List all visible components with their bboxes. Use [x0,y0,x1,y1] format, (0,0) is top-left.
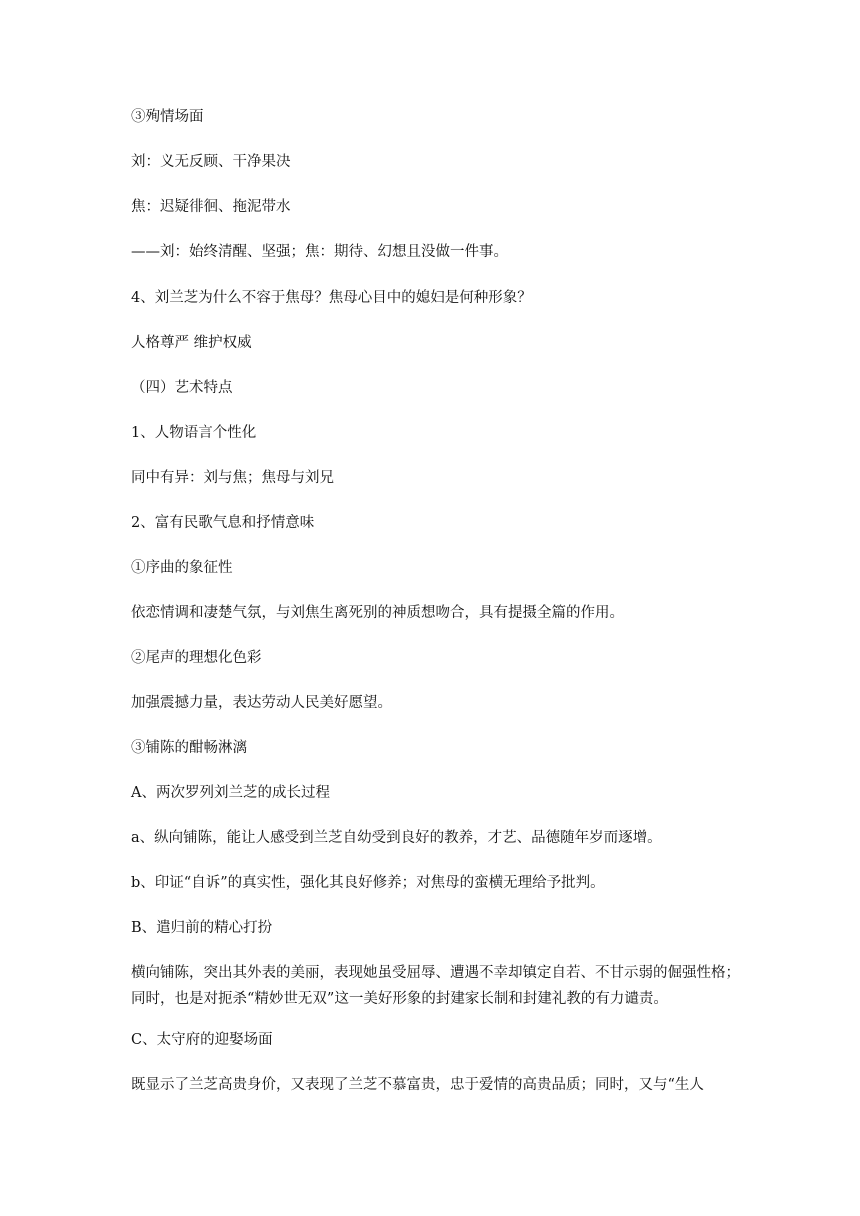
paragraph-liu-trait: 刘：义无反顾、干净果决 [131,154,291,170]
subsection-heading-epilogue: ②尾声的理想化色彩 [131,650,262,666]
paragraph-similar-yet-different: 同中有异：刘与焦；焦母与刘兄 [131,470,334,486]
paragraph-item-b-explanation: 横向铺陈，突出其外表的美丽，表现她虽受屈辱、遭遇不幸却镇定自若、不甘示弱的倔强性格；同时，也是对扼杀“精妙世无双”这一美好形象的封建家长制和封建礼教的有力谴责。 [131,965,740,1007]
item-c-heading: C、太守府的迎娶场面 [131,1032,273,1048]
item-b-heading: B、遣归前的精心打扮 [131,920,273,936]
point-2-heading: 2、富有民歌气息和抒情意味 [131,515,315,531]
point-1-heading: 1、人物语言个性化 [131,425,257,441]
section-heading-artistic-features: （四）艺术特点 [131,380,233,396]
paragraph-item-c-explanation: 既显示了兰芝高贵身价，又表现了兰芝不慕富贵，忠于爱情的高贵品质；同时，又与“生人 [131,1077,704,1093]
item-a-heading: A、两次罗列刘兰芝的成长过程 [131,785,330,801]
question-4-heading: 4、刘兰芝为什么不容于焦母？焦母心目中的媳妇是何种形象？ [131,290,532,306]
subsection-heading-elaboration: ③铺陈的酣畅淋漓 [131,740,247,756]
paragraph-prelude-explanation: 依恋情调和凄楚气氛，与刘焦生离死别的神质想吻合，具有提摄全篇的作用。 [131,605,624,621]
paragraph-item-a-lower-b: b、印证“自诉”的真实性，强化其良好修养；对焦母的蛮横无理给予批判。 [131,875,605,891]
subsection-heading-martyrdom-scene: ③殉情场面 [131,109,204,125]
paragraph-item-a-lower-a: a、纵向铺陈，能让人感受到兰芝自幼受到良好的教养，才艺、品德随年岁而逐增。 [131,830,662,846]
paragraph-jiao-trait: 焦：迟疑徘徊、拖泥带水 [131,199,291,215]
paragraph-comparison-summary: ——刘：始终清醒、坚强；焦：期待、幻想且没做一件事。 [131,244,508,260]
paragraph-answer-dignity-authority: 人格尊严 维护权威 [131,335,252,351]
paragraph-epilogue-explanation: 加强震撼力量，表达劳动人民美好愿望。 [131,695,392,711]
subsection-heading-prelude: ①序曲的象征性 [131,560,233,576]
